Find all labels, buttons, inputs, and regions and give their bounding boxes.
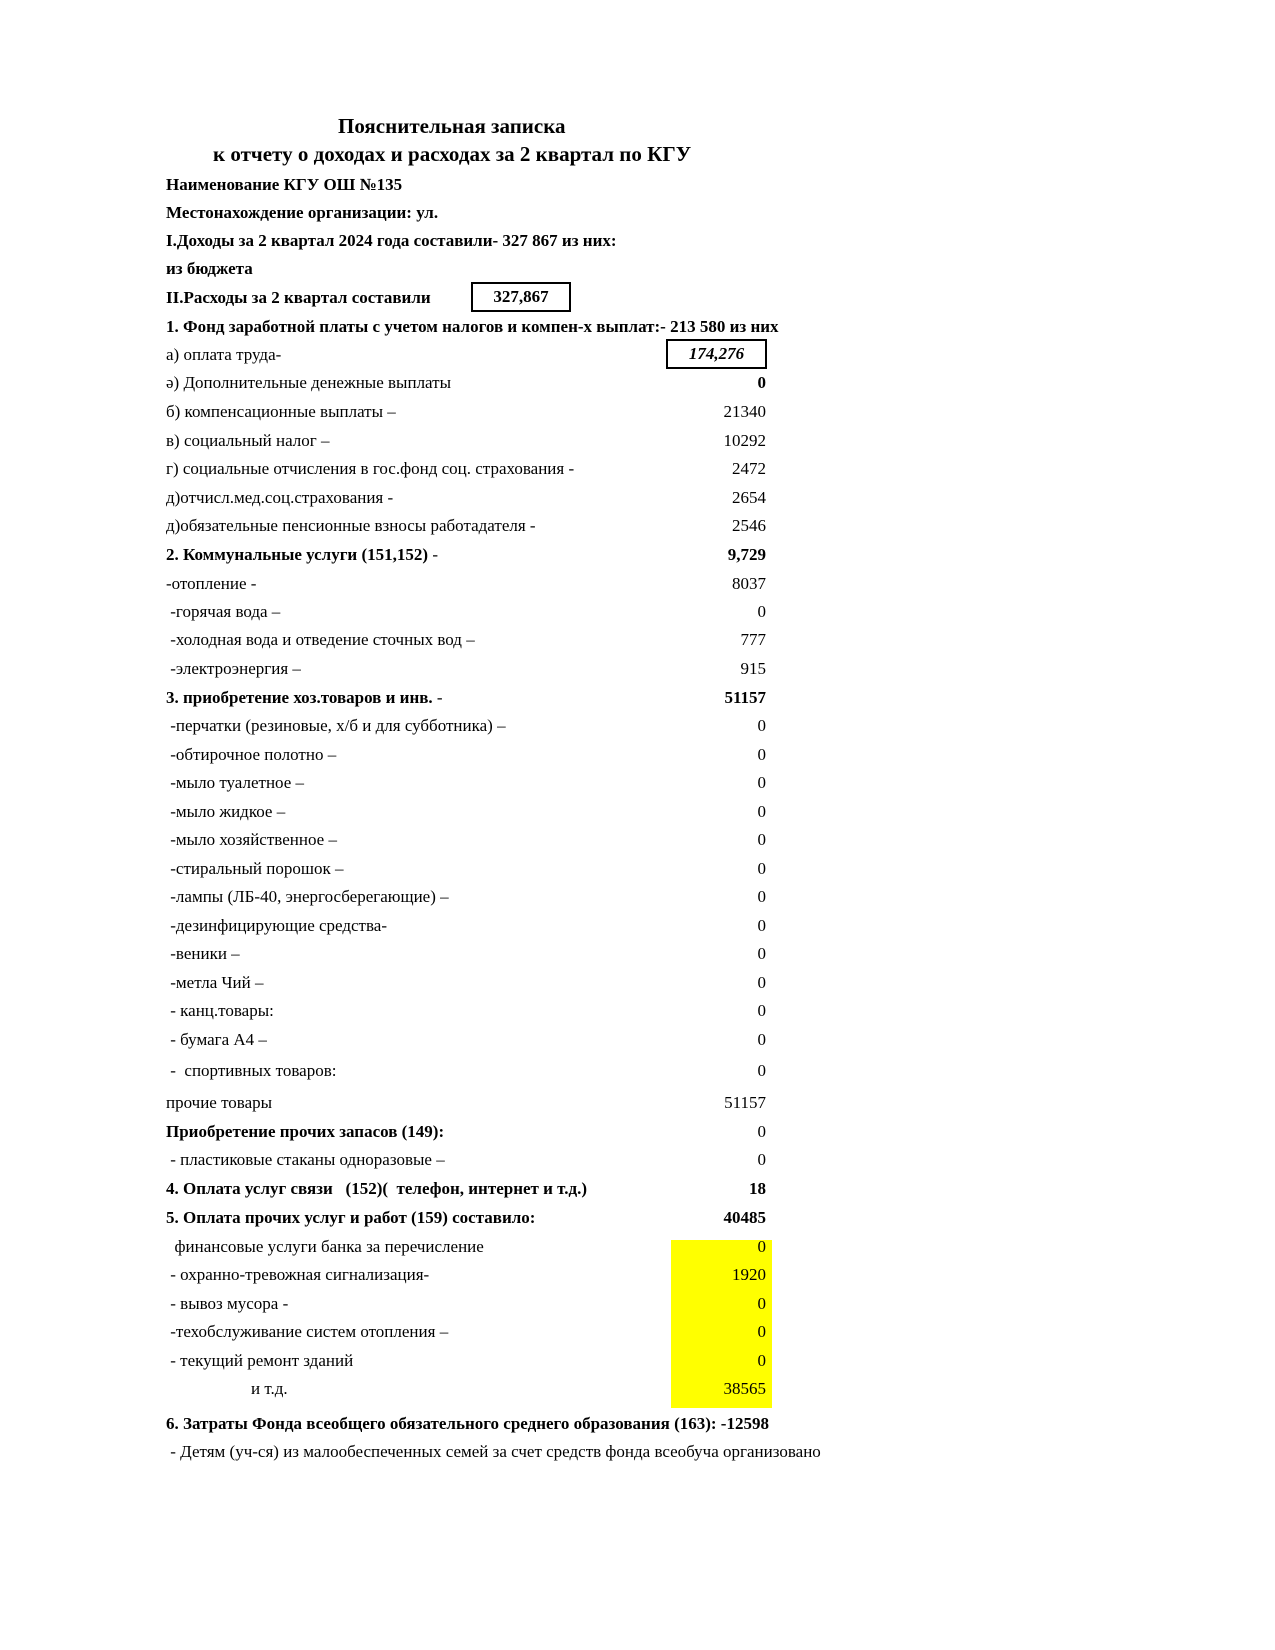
expense-row-label: - канц.товары:: [166, 1001, 274, 1020]
expense-row-label: 2. Коммунальные услуги (151,152): [166, 545, 429, 564]
expense-row-value: 51157: [724, 688, 766, 707]
expense-row: [166, 1318, 770, 1346]
expense-row-value: 0: [757, 716, 766, 735]
expense-row-value: 0: [757, 602, 766, 621]
expense-row: [166, 1290, 770, 1318]
expense-row-label: -перчатки (резиновые, х/б и для субботника) –: [166, 716, 506, 735]
expense-row-label: -веники –: [166, 944, 240, 963]
expense-row-label: - пластиковые стаканы одноразовые –: [166, 1150, 445, 1169]
expense-row: [166, 741, 770, 769]
expense-row: [166, 626, 770, 654]
expense-row-label: -дезинфицирующие средства-: [166, 916, 387, 935]
expense-row: [166, 1375, 770, 1403]
expense-row-label: -стиральный порошок –: [166, 859, 344, 878]
doc-title-line2: к отчету о доходах и расходах за 2 квартал по КГУ: [213, 142, 692, 166]
expense-row: [166, 369, 770, 397]
expense-row-label-group: [166, 541, 438, 569]
expense-row-value: 777: [740, 630, 766, 649]
org-name: Наименование КГУ ОШ №135: [166, 175, 403, 194]
expense-row-value: 0: [757, 373, 766, 392]
expense-row-value: 0: [757, 802, 766, 821]
expense-row-value: 18: [749, 1179, 766, 1198]
expense-row-label: Приобретение прочих запасов (149):: [166, 1122, 445, 1141]
expense-row-value: 0: [757, 1237, 766, 1256]
expense-row: [166, 398, 770, 426]
expense-row-label: - бумага А4 –: [166, 1030, 267, 1049]
expense-row-value: 0: [757, 1061, 766, 1080]
expense-row-label: -горячая вода –: [166, 602, 281, 621]
expense-row-label: - спортивных товаров:: [166, 1061, 337, 1080]
expense-row-value: 8037: [732, 574, 766, 593]
expense-row: [166, 1026, 770, 1054]
expense-row-value: 40485: [723, 1208, 766, 1227]
expense-row-value: 0: [757, 1150, 766, 1169]
expense-row: [166, 1261, 770, 1289]
expense-row-value: 2472: [732, 459, 766, 478]
expense-row-label: 5. Оплата прочих услуг и работ (159) составило:: [166, 1208, 536, 1227]
expense-row: [166, 769, 770, 797]
expense-row-label-group: [166, 684, 443, 712]
expense-row-value: 9,729: [727, 545, 766, 564]
expense-row: [166, 1233, 770, 1261]
expense-row-value: 21340: [723, 402, 766, 421]
expense-row-label: -мыло хозяйственное –: [166, 830, 337, 849]
expense-row: [166, 455, 770, 483]
expense-row-label: -отопление -: [166, 574, 257, 593]
expense-row-label: -лампы (ЛБ-40, энергосберегающие) –: [166, 887, 449, 906]
expenses-label: II.Расходы за 2 квартал составили: [166, 288, 431, 307]
expense-row: [166, 598, 770, 626]
expense-row-label: б) компенсационные выплаты –: [166, 402, 396, 421]
expense-row-value: 0: [757, 1351, 766, 1370]
expense-row: [166, 570, 770, 598]
expense-row-label: г) социальные отчисления в гос.фонд соц. страхования -: [166, 459, 575, 478]
expense-row-value: 0: [757, 773, 766, 792]
expense-row-value: 915: [740, 659, 766, 678]
org-location: Местонахождение организации: ул.: [166, 203, 439, 222]
expense-row-value: 2654: [732, 488, 766, 507]
expense-row-value: 0: [757, 830, 766, 849]
expense-row-label: -холодная вода и отведение сточных вод –: [166, 630, 475, 649]
expense-row-value: 0: [757, 859, 766, 878]
expense-row-value: 0: [757, 1030, 766, 1049]
expense-row-value: 0: [757, 1322, 766, 1341]
expenses-total-box: 327,867: [471, 282, 571, 312]
expense-row-value: 10292: [723, 431, 766, 450]
expense-row-value: 1920: [732, 1265, 766, 1284]
section6-line: 6. Затраты Фонда всеобщего обязательного среднего образования (163): -12598: [166, 1414, 769, 1433]
expense-row-label: д)отчисл.мед.соц.страхования -: [166, 488, 394, 507]
expense-row-value: 38565: [723, 1379, 766, 1398]
expense-row-value: 0: [757, 887, 766, 906]
expense-row-value: 0: [757, 1294, 766, 1313]
expense-row: [166, 512, 770, 540]
expense-row: [166, 1118, 770, 1146]
expense-row-label: 3. приобретение хоз.товаров и инв.: [166, 688, 433, 707]
expense-row: [166, 655, 770, 683]
expense-row-label: -техобслуживание систем отопления –: [166, 1322, 449, 1341]
expense-row: [166, 883, 770, 911]
expense-row-label: -метла Чий –: [166, 973, 264, 992]
expense-row-label: -обтирочное полотно –: [166, 745, 337, 764]
expense-row: [166, 684, 770, 712]
expense-row-label: в) социальный налог –: [166, 431, 330, 450]
from-budget: из бюджета: [166, 259, 253, 278]
final-line: - Детям (уч-ся) из малообеспеченных семей за счет средств фонда всеобуча организовано: [166, 1442, 821, 1461]
expense-row-label: 4. Оплата услуг связи (152)( телефон, интернет и т.д.): [166, 1179, 588, 1198]
expense-row-label: д)обязательные пенсионные взносы работадателя -: [166, 516, 536, 535]
expense-row: [166, 1089, 770, 1117]
expense-row: [166, 1175, 770, 1203]
income-line: I.Доходы за 2 квартал 2024 года составили- 327 867 из них:: [166, 231, 617, 250]
expense-row-label: - текущий ремонт зданий: [166, 1351, 354, 1370]
expense-row-label: -мыло туалетное –: [166, 773, 305, 792]
expense-row-label: -электроэнергия –: [166, 659, 301, 678]
wage-value-box: 174,276: [666, 339, 767, 369]
expense-row-value: 0: [757, 1001, 766, 1020]
expense-row-value: 0: [757, 916, 766, 935]
expense-row: [166, 912, 770, 940]
expense-row-value: 51157: [724, 1093, 766, 1112]
expense-row: [166, 940, 770, 968]
expense-row-label: и т.д.: [166, 1379, 288, 1398]
expense-row: [166, 1204, 770, 1232]
expense-row: [166, 798, 770, 826]
expense-row: [166, 712, 770, 740]
expense-row: [166, 855, 770, 883]
expense-row-suffix: -: [428, 545, 438, 564]
expense-row: [166, 541, 770, 569]
expense-row-label: прочие товары: [166, 1093, 273, 1112]
expense-row: [166, 427, 770, 455]
wage-label: а) оплата труда-: [166, 345, 282, 364]
expense-row: [166, 1347, 770, 1375]
expense-row-value: 0: [757, 1122, 766, 1141]
expense-row-suffix: -: [432, 688, 443, 707]
expense-row-label: - вывоз мусора -: [166, 1294, 289, 1313]
expense-row-value: 0: [757, 973, 766, 992]
expense-row: [166, 826, 770, 854]
expense-row-label: финансовые услуги банка за перечисление: [166, 1237, 484, 1256]
expense-row: [166, 484, 770, 512]
expense-row: [166, 1057, 770, 1085]
doc-title-line1: Пояснительная записка: [338, 114, 566, 138]
expense-row-label: - охранно-тревожная сигнализация-: [166, 1265, 430, 1284]
expense-row-value: 0: [757, 944, 766, 963]
expense-row: [166, 997, 770, 1025]
expense-row-label: -мыло жидкое –: [166, 802, 286, 821]
expense-row-value: 2546: [732, 516, 766, 535]
expense-row: [166, 969, 770, 997]
wage-fund-section: 1. Фонд заработной платы с учетом налогов и компен-х выплат:- 213 580 из них: [166, 317, 779, 336]
expense-row-value: 0: [757, 745, 766, 764]
expense-row: [166, 1146, 770, 1174]
expense-row-label: ә) Дополнительные денежные выплаты: [166, 373, 452, 392]
